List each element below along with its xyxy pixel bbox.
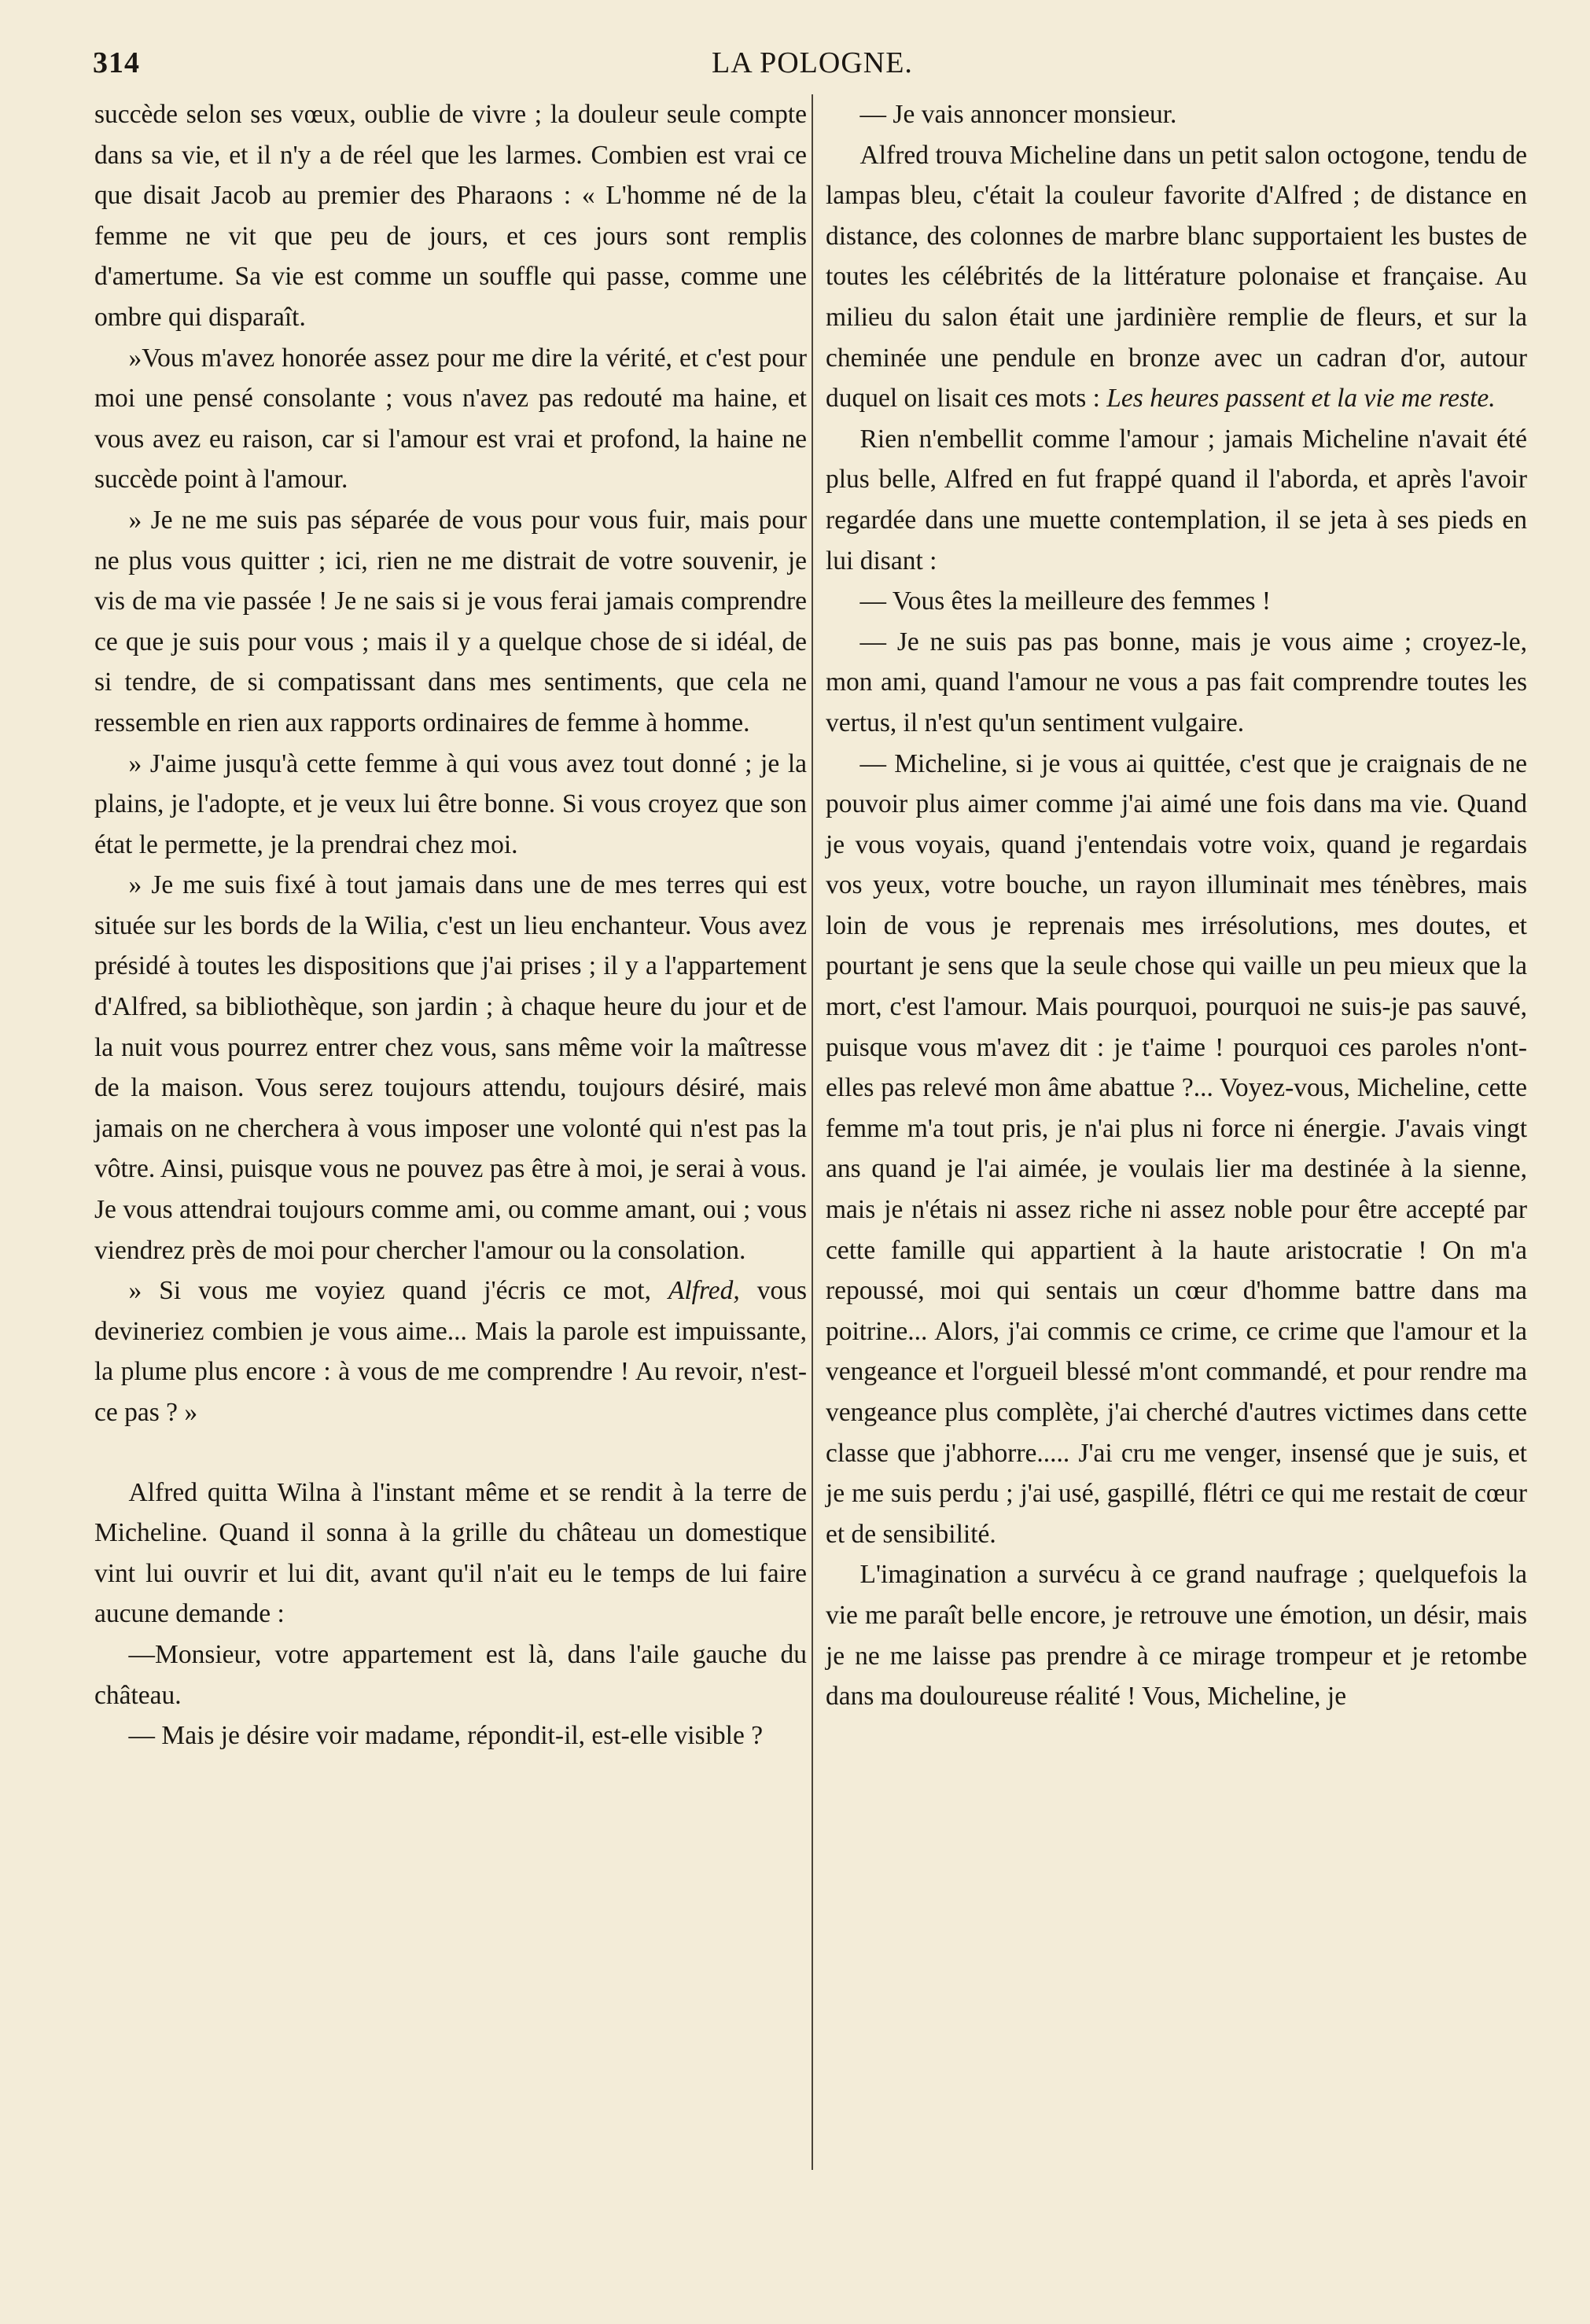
running-title: LA POLOGNE. (712, 46, 913, 79)
paragraph-text: » Si vous me voyiez quand j'écris ce mot, (128, 1276, 668, 1306)
paragraph: — Je vais annoncer monsieur. (859, 100, 1177, 129)
paragraph: — Je ne suis pas pas bonne, mais je vous aime ; croyez-le, mon ami, quand l'amour ne vous a pas fait comprendre toutes les vertus, il n'est qu'un sentiment vulgaire. (826, 627, 1527, 737)
paragraph: » Je ne me suis pas séparée de vous pour vous fuir, mais pour ne plus vous quitter ; ici, rien ne me distrait de votre souvenir, je vis de ma vie passée ! Je ne sais si je vous ferai jamais comprendre ce que je suis pour vous ; mais il y a quelque chose de si idéal, de si tendre, de si compatissant dans mes sentiments, que cela ne ressemble en rien aux rapports ordinaires de femme à homme. (94, 505, 807, 737)
paragraph: » Je me suis fixé à tout jamais dans une de mes terres qui est située sur les bords de la Wilia, c'est un lieu enchanteur. Vous avez présidé à toutes les dispositions que j'ai prises ; il y a l'appartement d'Alfred, sa bibliothèque, son jardin ; à chaque heure du jour et de la nuit vous pourrez entrer chez vous, sans même voir la maîtresse de la maison. Vous serez toujours attendu, toujours désiré, mais jamais on ne cherchera à vous imposer une volonté qui n'est pas la vôtre. Ainsi, puisque vous ne pouvez pas être à moi, je serai à vous. Je vous attendrai toujours comme ami, ou comme amant, oui ; vous viendrez près de moi pour chercher l'amour ou la consolation. (94, 870, 807, 1265)
paragraph (826, 135, 1527, 419)
paragraph: — Vous êtes la meilleure des femmes ! (859, 587, 1272, 616)
paragraph: Rien n'embellit comme l'amour ; jamais Micheline n'avait été plus belle, Alfred en fut frappé quand il l'aborda, et après l'avoir regardée dans une muette contemplation, il se jeta à ses pieds en lui disant : (826, 424, 1527, 575)
paragraph: — Mais je désire voir madame, répondit-il, est-elle visible ? (128, 1721, 764, 1751)
paragraph: L'imagination a survécu à ce grand naufrage ; quelquefois la vie me paraît belle encore, je retrouve une émotion, un désir, mais je ne me laisse pas prendre à ce mirage trompeur et je retombe dans ma douloureuse réalité ! Vous, Micheline, je (826, 1560, 1527, 1712)
paragraph: »Vous m'avez honorée assez pour me dire la vérité, et c'est pour moi une pensé consolante ; vous n'avez pas redouté ma haine, et vous avez eu raison, car si l'amour est vrai et profond, la haine ne succède point à l'amour. (94, 343, 807, 495)
column-divider (812, 94, 813, 2170)
paragraph: — Micheline, si je vous ai quittée, c'est que je craignais de ne pouvoir plus aimer comme j'ai aimé une fois dans ma vie. Quand je vous voyais, quand j'entendais votre voix, quand je regardais vos yeux, votre bouche, un rayon illuminait mes ténèbres, mais loin de vous je reprenais mes irrésolutions, mes doutes, et pourtant je sens que la seule chose qui vaille un peu mieux que la mort, c'est l'amour. Mais pourquoi, pourquoi ne suis-je pas sauvé, puisque vous m'avez dit : je t'aime ! pourquoi ces paroles n'ont-elles pas relevé mon âme abattue ?... Voyez-vous, Micheline, cette femme m'a tout pris, je n'ai plus ni force ni énergie. J'avais vingt ans quand je l'ai aimée, je voulais lier ma destinée à la sienne, mais je n'étais ni assez riche ni assez noble pour être accepté par cette famille qui appartient à la haute aristocratie ! On m'a repoussé, moi qui sentais un cœur d'homme battre dans ma poitrine... Alors, j'ai commis ce crime, ce crime que l'amour et la vengeance et l'orgueil blessé m'ont commandé, et pour rendre ma vengeance plus complète, j'ai cherché d'autres victimes dans cette classe que j'abhorre..... J'ai cru me venger, insensé que je suis, et je me suis perdu ; j'ai usé, gaspillé, flétri ce qui me restait de cœur et de sensibilité. (826, 748, 1527, 1549)
paragraph: —Monsieur, votre appartement est là, dans l'aile gauche du château. (94, 1639, 807, 1710)
paragraph-text: vous devineriez combien je vous aime... Mais la parole est impuissante, la plume plus encore : à vous de me comprendre ! Au revoir, n'est-ce pas ? » (94, 1276, 807, 1427)
page-number: 314 (93, 46, 140, 79)
left-column (94, 94, 807, 1756)
italic-inscription: Les heures passent et la vie me reste. (1106, 384, 1496, 414)
italic-name: Alfred, (668, 1276, 740, 1306)
paragraph-text: Alfred trouva Micheline dans un petit salon octogone, tendu de lampas bleu, c'était la couleur favorite d'Alfred ; de distance en distance, des colonnes de marbre blanc supportaient les bustes de toutes les célébrités de la littérature polonaise et française. Au milieu du salon était une jardinière remplie de fleurs, et sur la cheminée une pendule en bronze avec un cadran d'or, autour duquel on lisait ces mots : (826, 140, 1527, 414)
page-header (93, 46, 1532, 93)
paragraph: succède selon ses vœux, oublie de vivre ; la douleur seule compte dans sa vie, et il n'y a de réel que les larmes. Combien est vrai ce que disait Jacob au premier des Pharaons : « L'homme né de la femme ne vit que peu de jours, et ces jours sont remplis d'amertume. Sa vie est comme un souffle qui passe, comme une ombre qui disparaît. (94, 100, 807, 332)
paragraph: » J'aime jusqu'à cette femme à qui vous avez tout donné ; je la plains, je l'adopte, et je veux lui être bonne. Si vous croyez que son état le permette, je la prendrai chez moi. (94, 748, 807, 859)
right-column (826, 94, 1527, 1717)
paragraph (94, 1270, 807, 1432)
paragraph: Alfred quitta Wilna à l'instant même et se rendit à la terre de Micheline. Quand il sonna à la grille du château un domestique vint lui ouvrir et lui dit, avant qu'il n'ait eu le temps de lui faire aucune demande : (94, 1477, 807, 1629)
